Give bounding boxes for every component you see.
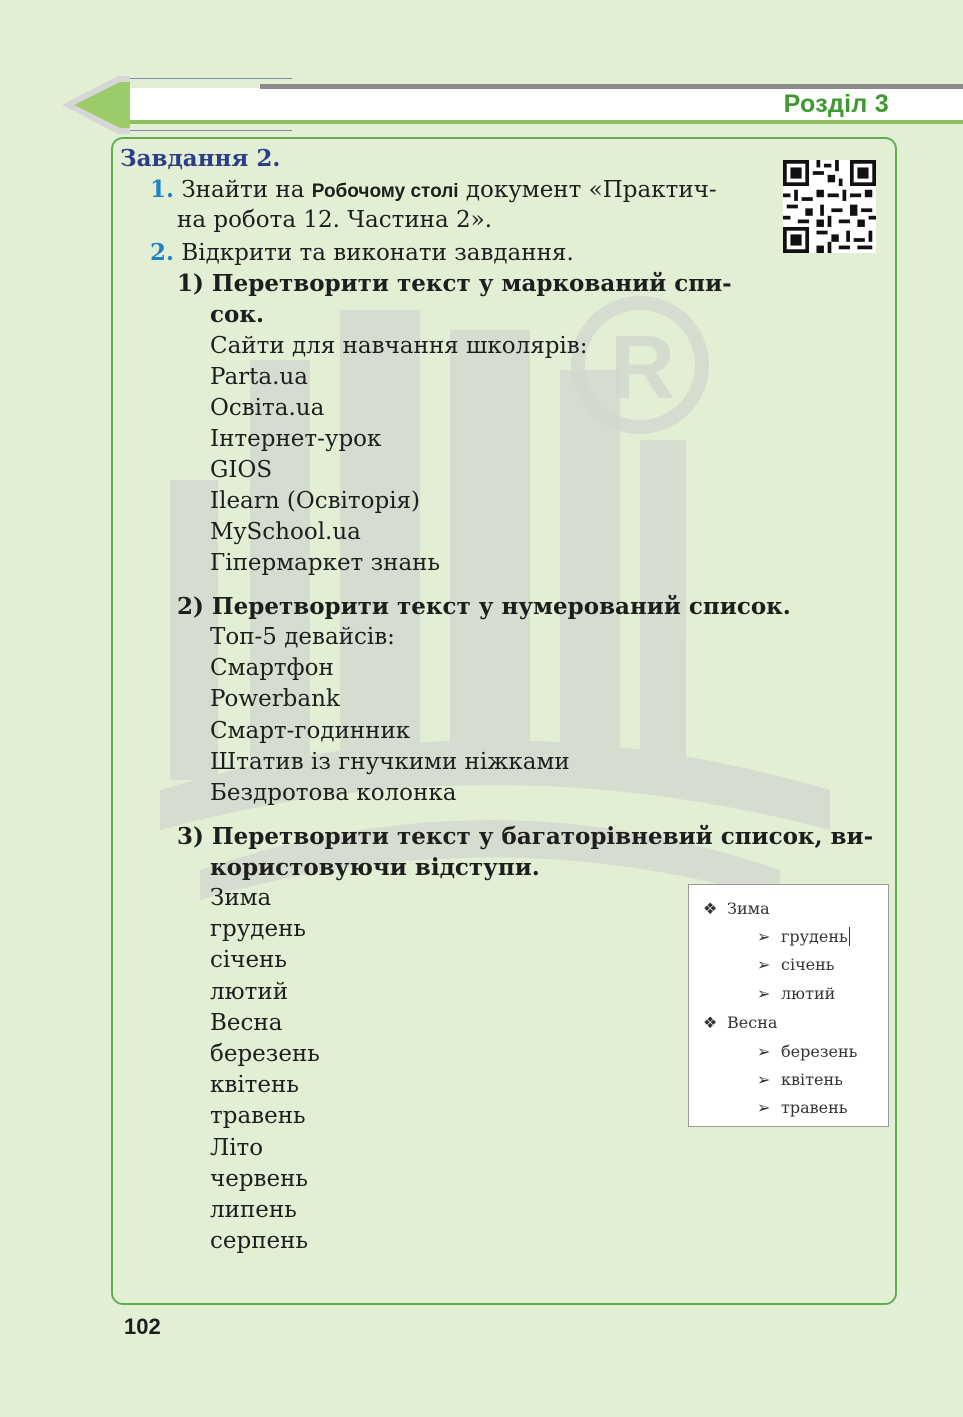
subtask-heading: 1) Перетворити текст у маркований спи-: [177, 270, 732, 297]
list-item: Весна: [210, 1010, 283, 1036]
list-item: Літо: [210, 1135, 264, 1161]
chevron-left-icon: [60, 74, 130, 136]
sample-list-item: [703, 899, 770, 918]
text-cursor: [849, 927, 850, 946]
sample-list-text: грудень: [781, 927, 848, 946]
subtask-heading: 2) Перетворити текст у нумерований список.: [177, 593, 791, 620]
arrow-bullet-icon: ➢: [757, 984, 771, 1003]
step-number: 1.: [150, 176, 175, 203]
sample-list-text: травень: [781, 1098, 848, 1117]
sample-list-item: [757, 1070, 843, 1089]
sample-list-item: [757, 955, 835, 974]
list-item: Powerbank: [210, 686, 340, 712]
step-text: Знайти на: [181, 177, 312, 203]
step-emphasis: Робочому столі: [311, 181, 459, 202]
step-number: 2.: [150, 239, 175, 266]
diamond-bullet-icon: ❖: [703, 1013, 718, 1032]
step-text: документ «Практич-: [458, 177, 717, 203]
list-item: Зима: [210, 885, 272, 911]
list-item: травень: [210, 1103, 306, 1129]
arrow-bullet-icon: ➢: [757, 1070, 771, 1089]
header-rule: [260, 84, 963, 89]
list-item: Смартфон: [210, 655, 334, 681]
sample-list-text: Весна: [727, 1013, 778, 1032]
list-item: грудень: [210, 916, 306, 942]
arrow-bullet-icon: ➢: [757, 1042, 771, 1061]
list-item: липень: [210, 1197, 297, 1223]
step-item: [150, 237, 574, 269]
list-item: Освіта.ua: [210, 395, 325, 421]
sample-list-item: [757, 1042, 857, 1061]
subtask-heading-cont: користовуючи відступи.: [210, 854, 540, 881]
list-item: серпень: [210, 1228, 309, 1254]
sample-list-text: березень: [781, 1042, 858, 1061]
list-item: Інтернет-урок: [210, 426, 382, 452]
header-thin-line: [120, 78, 292, 79]
diamond-bullet-icon: ❖: [703, 899, 718, 918]
header-thin-line: [120, 130, 292, 131]
sample-list-item: [757, 1098, 847, 1117]
list-item: GIOS: [210, 457, 273, 483]
list-item: Топ-5 девайсів:: [210, 624, 395, 650]
svg-text:R: R: [610, 318, 675, 418]
list-item: Parta.ua: [210, 364, 308, 390]
list-item: квітень: [210, 1072, 299, 1098]
list-item: MySchool.ua: [210, 519, 361, 545]
list-item: лютий: [210, 979, 289, 1005]
list-item: Сайти для навчання школярів:: [210, 333, 588, 359]
task-title: Завдання 2.: [120, 145, 281, 172]
section-title: Розділ 3: [783, 90, 889, 118]
list-item: червень: [210, 1166, 308, 1192]
sample-list-text: Зима: [727, 899, 770, 918]
page-number: 102: [124, 1314, 161, 1339]
list-item: Штатив із гнучкими ніжками: [210, 749, 570, 775]
subtask-heading: 3) Перетворити текст у багаторівневий список, ви-: [177, 823, 874, 850]
sample-list-text: січень: [781, 955, 835, 974]
list-item: березень: [210, 1041, 320, 1067]
sample-list-text: лютий: [781, 984, 836, 1003]
sample-multilevel-list: [688, 884, 889, 1127]
header-underline: [110, 120, 963, 124]
step-text-continued: на робота 12. Частина 2».: [177, 207, 493, 233]
list-item: Смарт-годинник: [210, 718, 411, 744]
list-item: Ilearn (Освіторія): [210, 488, 421, 514]
sample-list-text: квітень: [781, 1070, 843, 1089]
list-item: січень: [210, 947, 287, 973]
step-text: Відкрити та виконати завдання.: [181, 240, 574, 266]
sample-list-item: [757, 927, 850, 946]
list-item: Гіпермаркет знань: [210, 550, 441, 576]
sample-list-item: [757, 984, 835, 1003]
step-item: [150, 174, 717, 207]
arrow-bullet-icon: ➢: [757, 955, 771, 974]
sample-list-item: [703, 1013, 777, 1032]
qr-code-icon: [783, 160, 876, 253]
arrow-bullet-icon: ➢: [757, 1098, 771, 1117]
list-item: Бездротова колонка: [210, 780, 457, 806]
subtask-heading-cont: сок.: [210, 301, 264, 328]
arrow-bullet-icon: ➢: [757, 927, 771, 946]
